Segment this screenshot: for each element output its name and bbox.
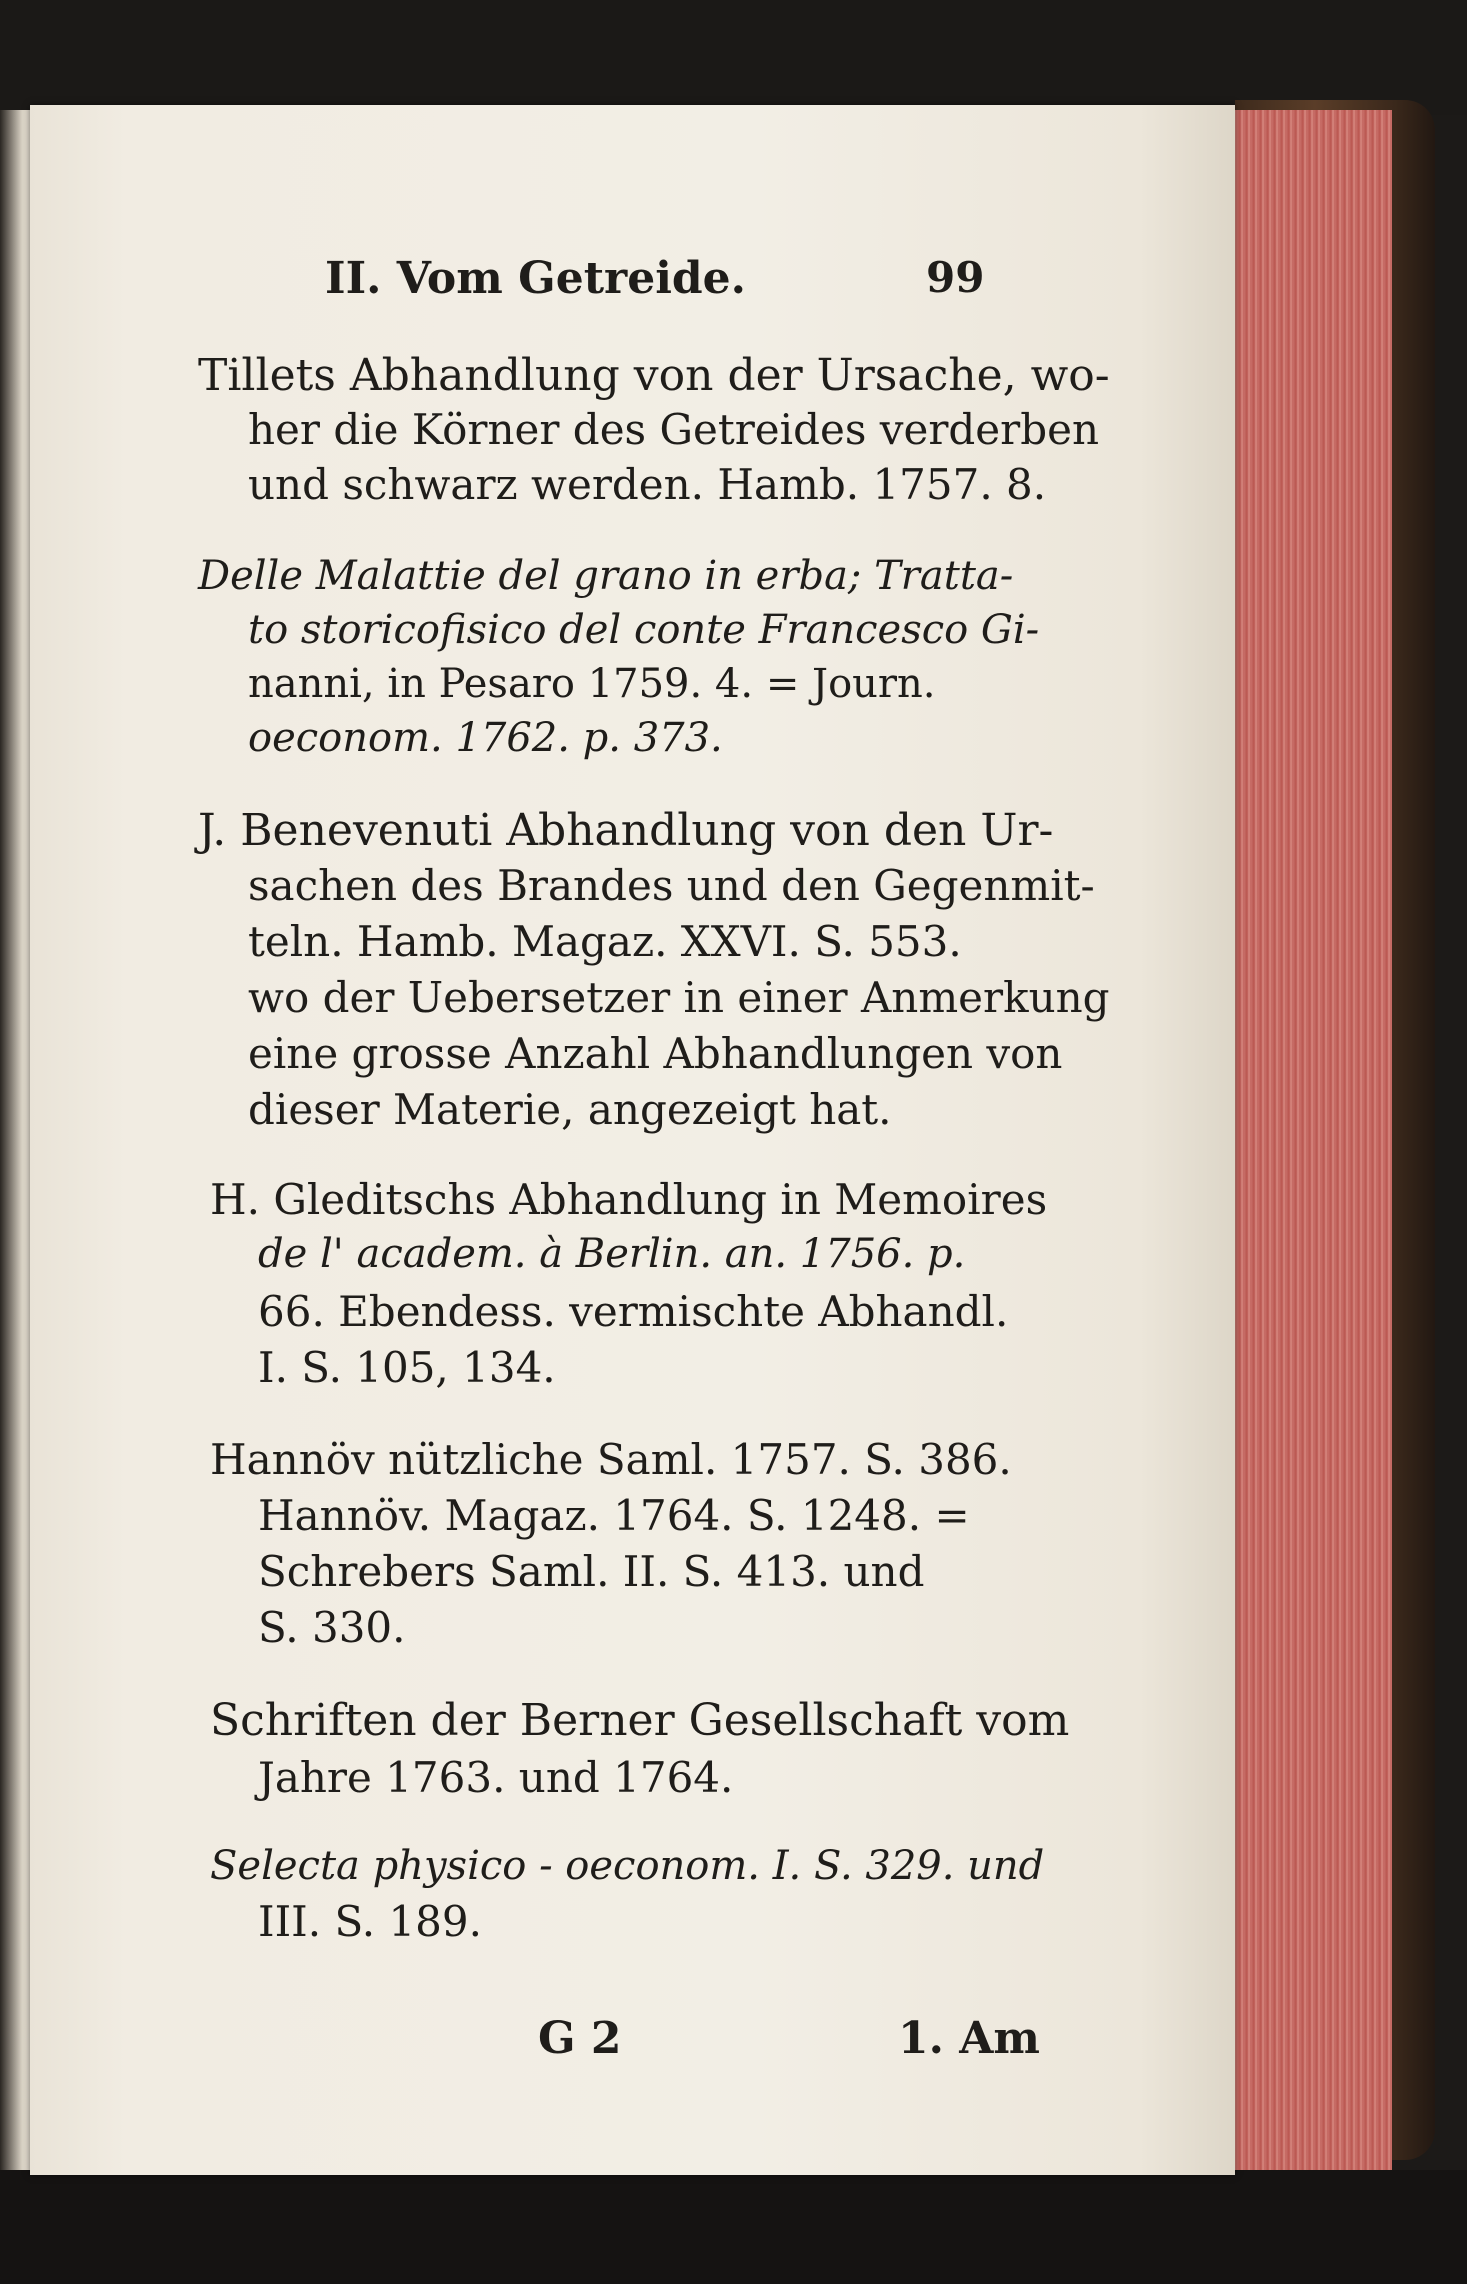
entry-3-line-4: wo der Uebersetzer in einer Anmerkung <box>248 973 1110 1022</box>
entry-6-line-1: Schriften der Berner Gesellschaft vom <box>210 1695 1070 1746</box>
signature-mark: G 2 <box>538 2013 622 2064</box>
catchword: 1. Am <box>898 2013 1040 2064</box>
entry-5-line-1: Hannöv nützliche Saml. 1757. S. 386. <box>210 1435 1012 1484</box>
entry-4-line-3: 66. Ebendess. vermischte Abhandl. <box>258 1287 1009 1336</box>
entry-6-line-2: Jahre 1763. und 1764. <box>258 1753 734 1802</box>
entry-3-line-5: eine grosse Anzahl Abhandlungen von <box>248 1029 1063 1078</box>
entry-5-line-4: S. 330. <box>258 1603 406 1652</box>
entry-3-line-6: dieser Materie, angezeigt hat. <box>248 1085 892 1134</box>
book-page <box>30 105 1235 2175</box>
entry-2-line-4: oeconom. 1762. p. 373. <box>248 715 723 761</box>
entry-4-line-4: I. S. 105, 134. <box>258 1343 556 1392</box>
entry-4-line-2: de l' academ. à Berlin. an. 1756. p. <box>258 1231 966 1277</box>
entry-2-line-2: to storicofisico del conte Francesco Gi- <box>248 607 1040 653</box>
entry-2-line-1: Delle Malattie del grano in erba; Tratta- <box>198 553 1014 599</box>
entry-5-line-3: Schrebers Saml. II. S. 413. und <box>258 1547 925 1596</box>
entry-2-line-3: nanni, in Pesaro 1759. 4. = Journ. <box>248 661 936 707</box>
entry-7-line-1: Selecta physico - oeconom. I. S. 329. und <box>210 1843 1045 1889</box>
entry-3-line-3: teln. Hamb. Magaz. XXVI. S. 553. <box>248 917 962 966</box>
entry-1-line-1: Tillets Abhandlung von der Ursache, wo- <box>198 350 1110 401</box>
entry-3-line-1: J. Benevenuti Abhandlung von den Ur- <box>198 805 1054 856</box>
running-title: II. Vom Getreide. <box>325 253 746 304</box>
background-top <box>0 0 1467 115</box>
entry-1-line-3: und schwarz werden. Hamb. 1757. 8. <box>248 460 1047 509</box>
page-number: 99 <box>926 253 985 302</box>
background-bottom <box>0 2170 1467 2284</box>
entry-7-line-2: III. S. 189. <box>258 1897 482 1946</box>
entry-1-line-2: her die Körner des Getreides verderben <box>248 405 1100 454</box>
entry-5-line-2: Hannöv. Magaz. 1764. S. 1248. = <box>258 1491 970 1540</box>
entry-3-line-2: sachen des Brandes und den Gegenmit- <box>248 861 1095 910</box>
entry-4-line-1: H. Gleditschs Abhandlung in Memoires <box>210 1175 1048 1224</box>
